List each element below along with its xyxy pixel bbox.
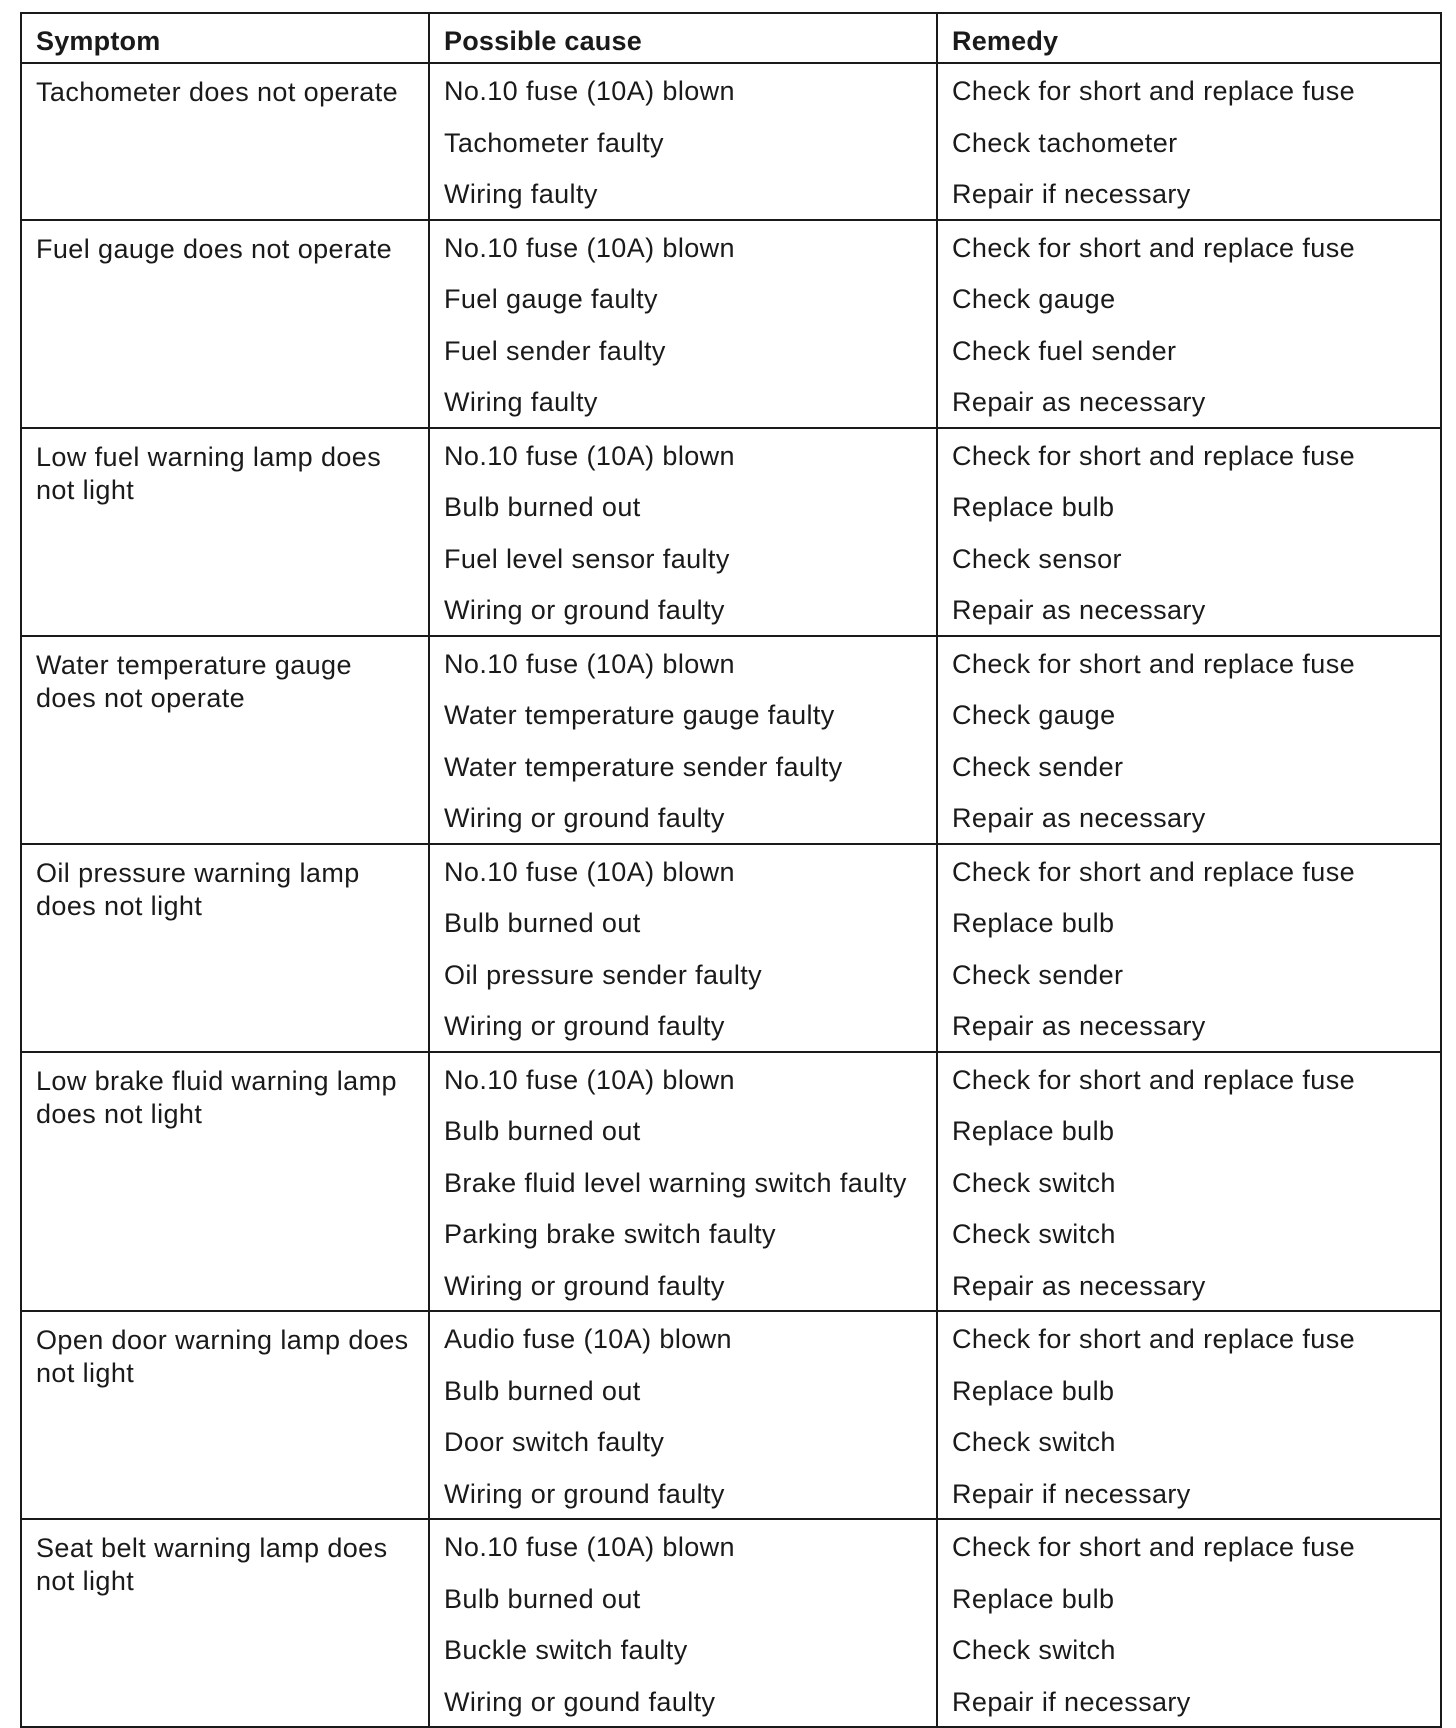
symptom-text: Water temperature gauge does not operate [36,649,352,713]
possible-cause-cell [429,636,937,844]
remedy-item: Check for short and replace fuse [952,1064,1356,1095]
remedy-item: Repair if necessary [952,179,1191,209]
remedy-item: Check for short and replace fuse [952,648,1356,679]
remedy-item: Check for short and replace fuse [952,76,1356,106]
possible-cause-item: Tachometer faulty [444,127,664,158]
possible-cause-item: Bulb burned out [444,1375,641,1406]
possible-cause-cell [429,844,937,1052]
remedy-item: Replace bulb [952,1116,1115,1146]
remedy-item: Repair as necessary [952,1011,1206,1041]
remedy-item: Check gauge [952,700,1116,730]
remedy-cell [937,428,1441,636]
possible-cause-item: Bulb burned out [444,1583,641,1614]
symptom-cell [21,63,429,220]
possible-cause-cell [429,428,937,636]
header-symptom: Symptom [21,13,429,63]
remedy-item: Replace bulb [952,492,1115,522]
remedy-cell [937,1052,1441,1312]
header-row [21,13,1441,63]
possible-cause-item: Wiring or ground faulty [444,595,725,625]
possible-cause-item: Wiring or ground faulty [444,1478,725,1509]
remedy-item: Check sender [952,751,1124,782]
possible-cause-item: Wiring or ground faulty [444,1270,725,1301]
possible-cause-item: No.10 fuse (10A) blown [444,76,735,106]
possible-cause-item: Fuel gauge faulty [444,284,658,314]
table-row [21,1519,1441,1727]
possible-cause-cell [429,1311,937,1519]
remedy-item: Check switch [952,1427,1116,1457]
possible-cause-item: No.10 fuse (10A) blown [444,856,735,887]
symptom-cell [21,220,429,428]
table-row [21,220,1441,428]
possible-cause-item: Bulb burned out [444,1116,641,1146]
troubleshooting-table [20,12,1442,1728]
symptom-cell [21,844,429,1052]
table-row [21,63,1441,220]
possible-cause-item: Parking brake switch faulty [444,1219,776,1249]
symptom-text: Low brake fluid warning lamp does not light [36,1065,397,1129]
possible-cause-item: Door switch faulty [444,1427,665,1457]
remedy-item: Check switch [952,1635,1116,1665]
possible-cause-item: No.10 fuse (10A) blown [444,440,735,471]
troubleshooting-document [20,12,1440,1728]
remedy-item: Check sensor [952,543,1122,574]
possible-cause-item: Water temperature gauge faulty [444,700,835,730]
remedy-item: Repair if necessary [952,1686,1191,1717]
possible-cause-cell [429,1519,937,1727]
remedy-item: Repair as necessary [952,1270,1206,1301]
symptom-cell [21,1519,429,1727]
remedy-item: Repair as necessary [952,803,1206,833]
remedy-cell [937,220,1441,428]
possible-cause-item: Oil pressure sender faulty [444,959,763,990]
symptom-text: Seat belt warning lamp does not light [36,1533,388,1596]
symptom-text: Tachometer does not operate [36,77,399,107]
possible-cause-item: Bulb burned out [444,492,641,522]
symptom-text: Fuel gauge does not operate [36,233,393,264]
symptom-cell [21,1311,429,1519]
symptom-cell [21,636,429,844]
symptom-text: Oil pressure warning lamp does not light [36,857,360,921]
table-row [21,1052,1441,1312]
possible-cause-cell [429,63,937,220]
remedy-cell [937,1311,1441,1519]
remedy-item: Repair if necessary [952,1478,1191,1509]
remedy-item: Check gauge [952,284,1116,314]
table-row [21,636,1441,844]
remedy-item: Check for short and replace fuse [952,1532,1356,1562]
possible-cause-item: Bulb burned out [444,908,641,938]
possible-cause-item: Wiring faulty [444,387,598,417]
possible-cause-item: Wiring faulty [444,179,598,209]
remedy-item: Repair as necessary [952,595,1206,625]
possible-cause-item: Audio fuse (10A) blown [444,1324,732,1354]
possible-cause-cell [429,1052,937,1312]
possible-cause-item: Wiring or gound faulty [444,1686,716,1717]
remedy-item: Check fuel sender [952,335,1177,366]
remedy-item: Check for short and replace fuse [952,232,1356,263]
symptom-cell [21,428,429,636]
remedy-cell [937,1519,1441,1727]
possible-cause-item: No.10 fuse (10A) blown [444,232,735,263]
possible-cause-item: Buckle switch faulty [444,1635,688,1665]
remedy-item: Replace bulb [952,1375,1115,1406]
possible-cause-item: No.10 fuse (10A) blown [444,1064,735,1095]
possible-cause-item: Brake fluid level warning switch faulty [444,1167,907,1198]
table-row [21,844,1441,1052]
table-header [21,13,1441,63]
remedy-item: Check switch [952,1167,1116,1198]
remedy-item: Check tachometer [952,127,1178,158]
remedy-item: Replace bulb [952,908,1115,938]
possible-cause-item: Fuel sender faulty [444,335,666,366]
symptom-text: Open door warning lamp does not light [36,1325,409,1388]
remedy-item: Check for short and replace fuse [952,1324,1356,1354]
table-row [21,428,1441,636]
possible-cause-item: Wiring or ground faulty [444,1011,725,1041]
possible-cause-item: No.10 fuse (10A) blown [444,1532,735,1562]
remedy-item: Check sender [952,959,1124,990]
possible-cause-item: Fuel level sensor faulty [444,543,730,574]
remedy-item: Check for short and replace fuse [952,440,1356,471]
remedy-item: Check for short and replace fuse [952,856,1356,887]
remedy-cell [937,63,1441,220]
header-remedy: Remedy [937,13,1441,63]
remedy-cell [937,636,1441,844]
possible-cause-item: No.10 fuse (10A) blown [444,648,735,679]
remedy-item: Check switch [952,1219,1116,1249]
possible-cause-item: Water temperature sender faulty [444,751,843,782]
possible-cause-item: Wiring or ground faulty [444,803,725,833]
symptom-cell [21,1052,429,1312]
symptom-text: Low fuel warning lamp does not light [36,441,382,505]
remedy-item: Repair as necessary [952,387,1206,417]
table-body [21,63,1441,1727]
remedy-item: Replace bulb [952,1583,1115,1614]
header-possible-cause: Possible cause [429,13,937,63]
possible-cause-cell [429,220,937,428]
remedy-cell [937,844,1441,1052]
table-row [21,1311,1441,1519]
